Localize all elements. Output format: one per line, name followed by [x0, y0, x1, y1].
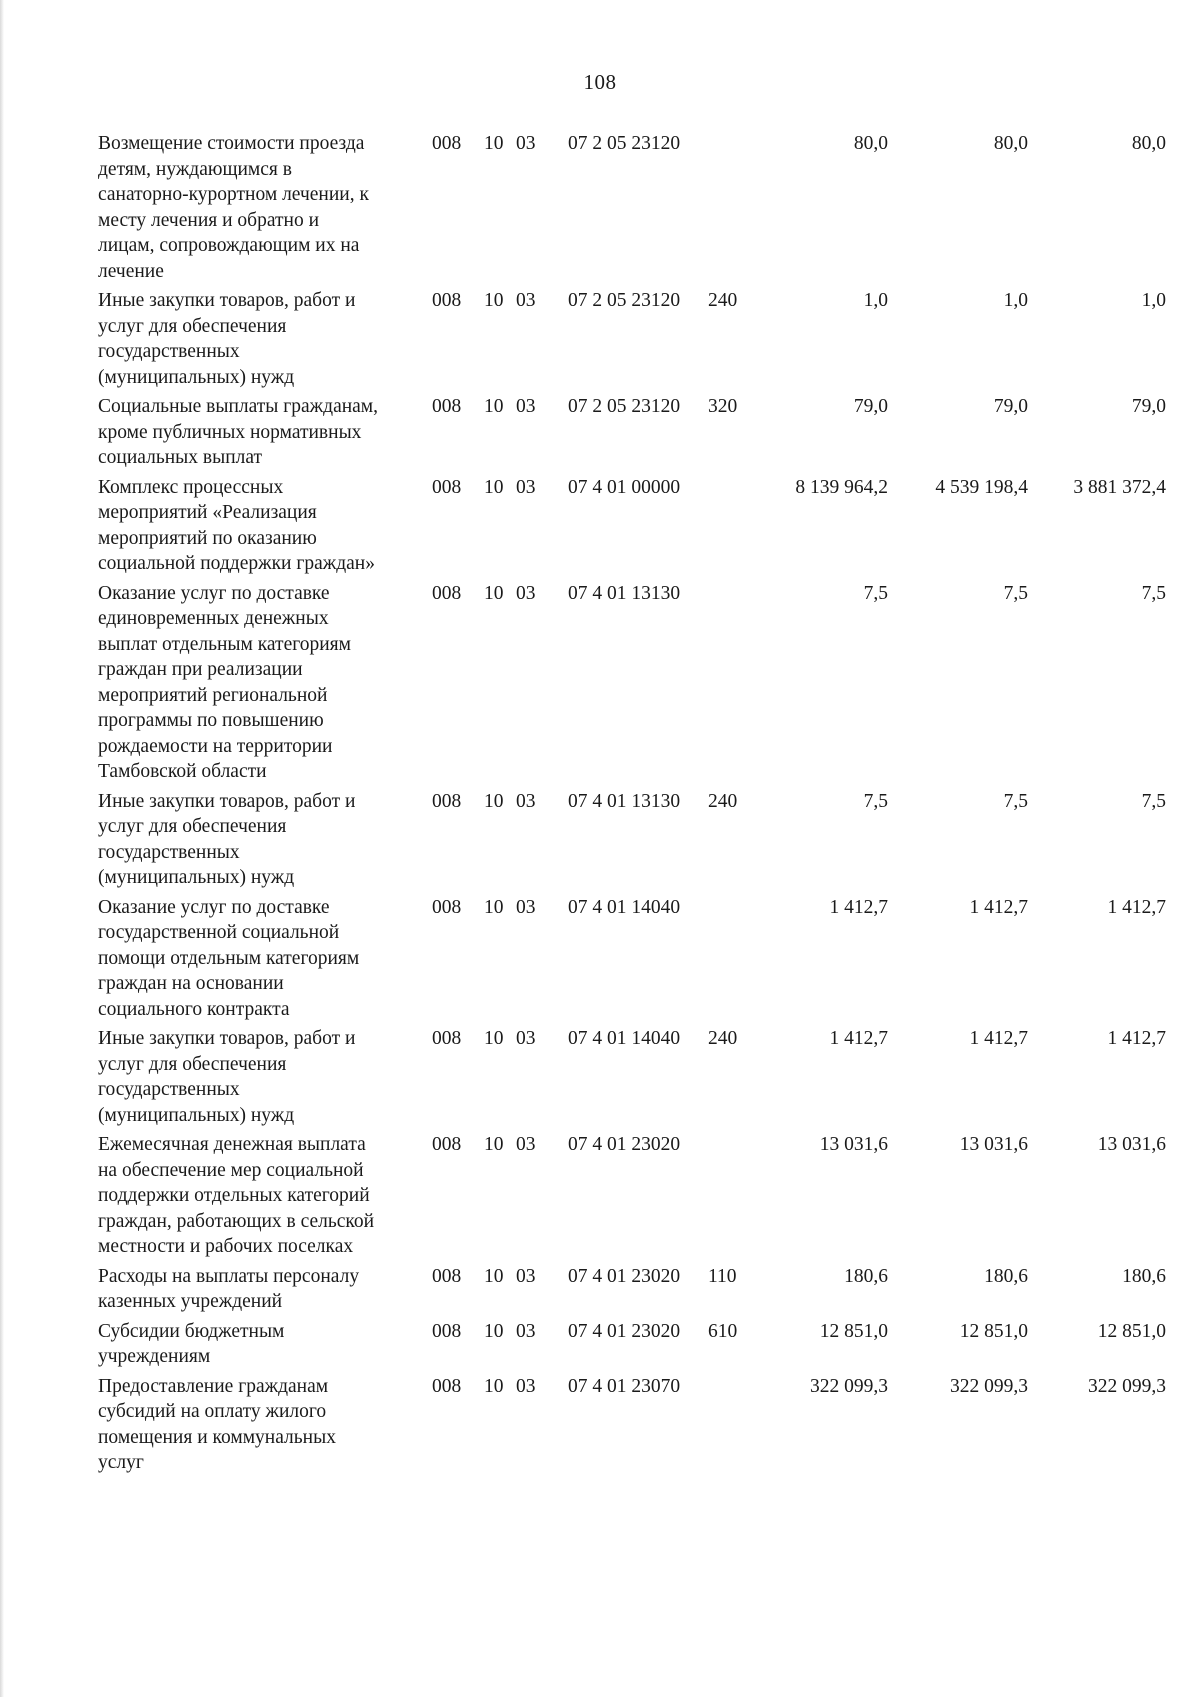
target-article-cell: 07 4 01 23020	[568, 1134, 681, 1155]
amount-year1-cell: 322 099,3	[810, 1375, 888, 1397]
section-code-cell: 10	[484, 1265, 504, 1287]
row-description: Оказание услуг по доставке государственной социальной помощи отдельным категориям граждан на основании социального контракта	[98, 896, 360, 1020]
target-article-cell: 07 4 01 13130	[568, 582, 681, 604]
subsection-code-cell: 03	[516, 1265, 536, 1287]
amount-year3-cell: 13 031,6	[1097, 1134, 1166, 1155]
row-description: Комплекс процессных мероприятий «Реализация мероприятий по оказанию социальной поддержки граждан»	[98, 476, 375, 574]
target-article-cell: 07 4 01 00000	[568, 476, 681, 498]
subsection-code-cell: 03	[516, 1134, 536, 1155]
target-article-cell: 07 4 01 14040	[568, 1028, 681, 1049]
ministry-code-cell: 008	[432, 1028, 462, 1049]
amount-year3-cell: 1,0	[1141, 290, 1166, 311]
amount-year3-cell: 180,6	[1122, 1265, 1166, 1287]
subsection-code-cell: 03	[516, 133, 536, 154]
subsection-code-cell: 03	[516, 790, 536, 812]
amount-year3-cell: 79,0	[1131, 396, 1166, 417]
amount-year1-cell: 79,0	[853, 396, 888, 417]
amount-year2-cell: 79,0	[993, 396, 1028, 417]
table-row	[98, 394, 1168, 471]
table-row	[98, 1374, 1168, 1476]
scan-edge-shadow	[0, 0, 4, 1697]
ministry-code-cell: 008	[432, 896, 462, 918]
table-row	[98, 581, 1168, 785]
section-code-cell: 10	[484, 476, 504, 498]
ministry-code-cell: 008	[432, 396, 462, 417]
row-description: Возмещение стоимости проезда детям, нуждающимся в санаторно-курортном лечении, к месту лечения и обратно и лицам, сопровождающим их на лечение	[98, 133, 369, 282]
amount-year3-cell: 7,5	[1141, 790, 1166, 812]
subsection-code-cell: 03	[516, 1375, 536, 1397]
row-description: Ежемесячная денежная выплата на обеспечение мер социальной поддержки отдельных категорий граждан, работающих в сельской местности и рабочих поселках	[98, 1134, 375, 1257]
target-article-cell: 07 2 05 23120	[568, 396, 681, 417]
target-article-cell: 07 2 05 23120	[568, 290, 681, 311]
amount-year2-cell: 7,5	[1003, 790, 1028, 812]
amount-year1-cell: 180,6	[844, 1265, 888, 1287]
amount-year2-cell: 1 412,7	[969, 896, 1028, 918]
amount-year2-cell: 7,5	[1003, 582, 1028, 604]
ministry-code-cell: 008	[432, 1265, 462, 1287]
target-article-cell: 07 2 05 23120	[568, 133, 681, 154]
table-row	[98, 131, 1168, 284]
row-description: Расходы на выплаты персоналу казенных учреждений	[98, 1265, 360, 1312]
amount-year2-cell: 4 539 198,4	[935, 476, 1028, 498]
amount-year2-cell: 80,0	[993, 133, 1028, 154]
expense-type-cell: 320	[708, 396, 738, 417]
row-description: Оказание услуг по доставке единовременных денежных выплат отдельным категориям граждан при реализации мероприятий региональной программы по повышению рождаемости на территории Тамбовской области	[98, 582, 351, 782]
subsection-code-cell: 03	[516, 290, 536, 311]
ministry-code-cell: 008	[432, 476, 462, 498]
subsection-code-cell: 03	[516, 1028, 536, 1049]
row-description: Иные закупки товаров, работ и услуг для обеспечения государственных (муниципальных) нужд	[98, 790, 356, 888]
target-article-cell: 07 4 01 14040	[568, 896, 681, 918]
expense-type-cell: 610	[708, 1320, 738, 1342]
section-code-cell: 10	[484, 790, 504, 812]
ministry-code-cell: 008	[432, 790, 462, 812]
ministry-code-cell: 008	[432, 133, 462, 154]
amount-year3-cell: 7,5	[1141, 582, 1166, 604]
ministry-code-cell: 008	[432, 1134, 462, 1155]
amount-year3-cell: 1 412,7	[1107, 896, 1166, 918]
amount-year3-cell: 80,0	[1131, 133, 1166, 154]
target-article-cell: 07 4 01 23020	[568, 1265, 681, 1287]
amount-year1-cell: 7,5	[863, 582, 888, 604]
amount-year2-cell: 322 099,3	[950, 1375, 1028, 1397]
expense-type-cell: 240	[708, 1028, 738, 1049]
section-code-cell: 10	[484, 896, 504, 918]
amount-year1-cell: 7,5	[863, 790, 888, 812]
section-code-cell: 10	[484, 290, 504, 311]
ministry-code-cell: 008	[432, 1320, 462, 1342]
amount-year2-cell: 13 031,6	[959, 1134, 1028, 1155]
table-row	[98, 1132, 1168, 1260]
amount-year1-cell: 12 851,0	[819, 1320, 888, 1342]
expense-type-cell: 110	[708, 1265, 737, 1287]
amount-year2-cell: 180,6	[984, 1265, 1028, 1287]
amount-year1-cell: 1 412,7	[829, 1028, 888, 1049]
ministry-code-cell: 008	[432, 582, 462, 604]
table-row	[98, 1026, 1168, 1128]
amount-year1-cell: 1,0	[863, 290, 888, 311]
section-code-cell: 10	[484, 1134, 504, 1155]
row-description: Социальные выплаты гражданам, кроме публичных нормативных социальных выплат	[98, 396, 379, 468]
section-code-cell: 10	[484, 582, 504, 604]
section-code-cell: 10	[484, 133, 504, 154]
amount-year1-cell: 8 139 964,2	[795, 476, 888, 498]
expense-type-cell: 240	[708, 290, 738, 311]
amount-year2-cell: 1 412,7	[969, 1028, 1028, 1049]
amount-year2-cell: 12 851,0	[959, 1320, 1028, 1342]
table-row	[98, 789, 1168, 891]
row-description: Предоставление гражданам субсидий на оплату жилого помещения и коммунальных услуг	[98, 1375, 336, 1473]
row-description: Иные закупки товаров, работ и услуг для обеспечения государственных (муниципальных) нужд	[98, 1028, 356, 1126]
target-article-cell: 07 4 01 23020	[568, 1320, 681, 1342]
subsection-code-cell: 03	[516, 582, 536, 604]
page-number: 108	[583, 70, 617, 94]
amount-year1-cell: 80,0	[853, 133, 888, 154]
amount-year1-cell: 1 412,7	[829, 896, 888, 918]
amount-year3-cell: 1 412,7	[1107, 1028, 1166, 1049]
table-row	[98, 1319, 1168, 1370]
expense-type-cell: 240	[708, 790, 738, 812]
target-article-cell: 07 4 01 23070	[568, 1375, 681, 1397]
section-code-cell: 10	[484, 1320, 504, 1342]
amount-year3-cell: 322 099,3	[1088, 1375, 1166, 1397]
budget-table	[98, 131, 1168, 1476]
ministry-code-cell: 008	[432, 290, 462, 311]
amount-year3-cell: 3 881 372,4	[1073, 476, 1166, 498]
subsection-code-cell: 03	[516, 476, 536, 498]
amount-year1-cell: 13 031,6	[819, 1134, 888, 1155]
subsection-code-cell: 03	[516, 896, 536, 918]
table-row	[98, 1264, 1168, 1315]
section-code-cell: 10	[484, 396, 504, 417]
section-code-cell: 10	[484, 1375, 504, 1397]
section-code-cell: 10	[484, 1028, 504, 1049]
row-description: Иные закупки товаров, работ и услуг для обеспечения государственных (муниципальных) нужд	[98, 290, 356, 388]
target-article-cell: 07 4 01 13130	[568, 790, 681, 812]
ministry-code-cell: 008	[432, 1375, 462, 1397]
table-row	[98, 475, 1168, 577]
subsection-code-cell: 03	[516, 396, 536, 417]
table-row	[98, 895, 1168, 1023]
subsection-code-cell: 03	[516, 1320, 536, 1342]
row-description: Субсидии бюджетным учреждениям	[98, 1320, 285, 1367]
table-row	[98, 288, 1168, 390]
amount-year2-cell: 1,0	[1003, 290, 1028, 311]
amount-year3-cell: 12 851,0	[1097, 1320, 1166, 1342]
